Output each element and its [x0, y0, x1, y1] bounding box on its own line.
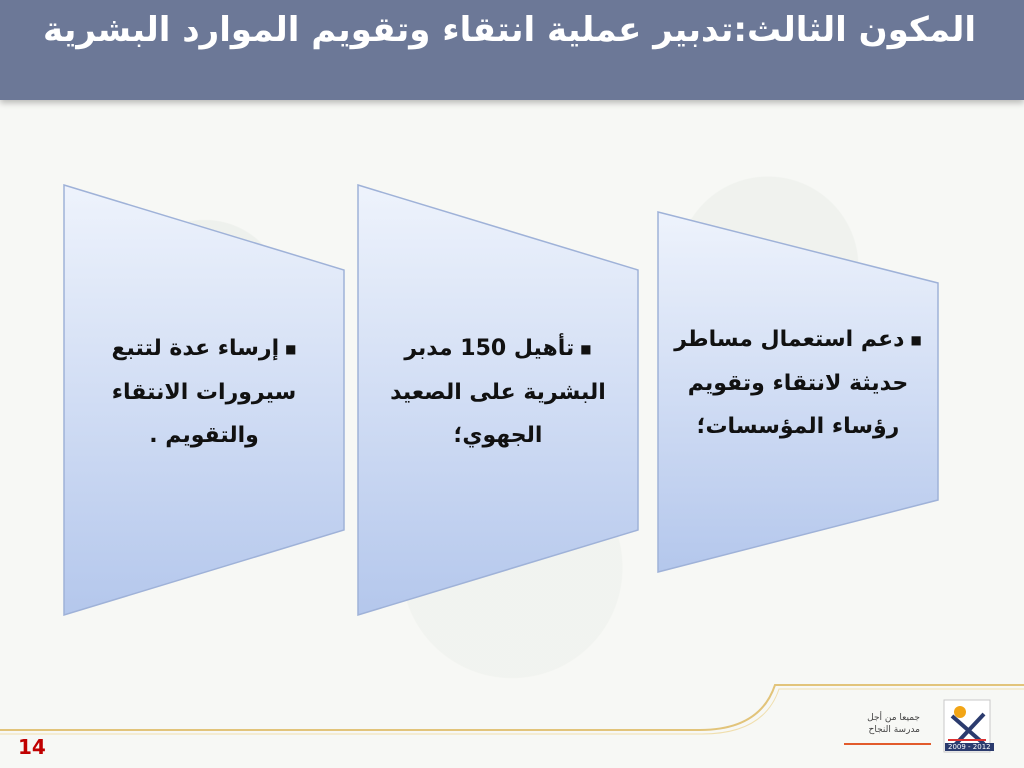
card-line: والتقويم .	[149, 422, 259, 448]
card-line: الجهوي؛	[453, 422, 543, 448]
square-bullet-icon: ■	[910, 332, 922, 347]
card-text-left	[84, 327, 324, 457]
card-line: ■تأهيل 150 مدبر	[404, 336, 592, 361]
logo-line-1: جميعا من أجل	[867, 713, 920, 723]
square-bullet-icon: ■	[285, 341, 297, 356]
page-number: 14	[18, 735, 46, 759]
card-text-right	[670, 318, 926, 448]
logo-years: 2009 - 2012	[945, 743, 994, 751]
card-line: سيرورات الانتقاء	[111, 379, 297, 405]
square-bullet-icon: ■	[580, 341, 592, 356]
slide-title: المكون الثالث:تدبير عملية انتقاء وتقويم الموارد البشرية	[42, 10, 976, 50]
card-line: حديثة لانتقاء وتقويم	[687, 370, 909, 396]
card-line: رؤساء المؤسسات؛	[696, 413, 900, 439]
card-line: ■دعم استعمال مساطر	[674, 327, 922, 352]
logo-caption	[836, 712, 920, 736]
card-text-middle	[378, 327, 618, 457]
logo-line-2: مدرسة النجاح	[868, 725, 920, 735]
card-line: البشرية على الصعيد	[390, 379, 606, 405]
card-line: ■إرساء عدة لتتبع	[111, 336, 297, 361]
